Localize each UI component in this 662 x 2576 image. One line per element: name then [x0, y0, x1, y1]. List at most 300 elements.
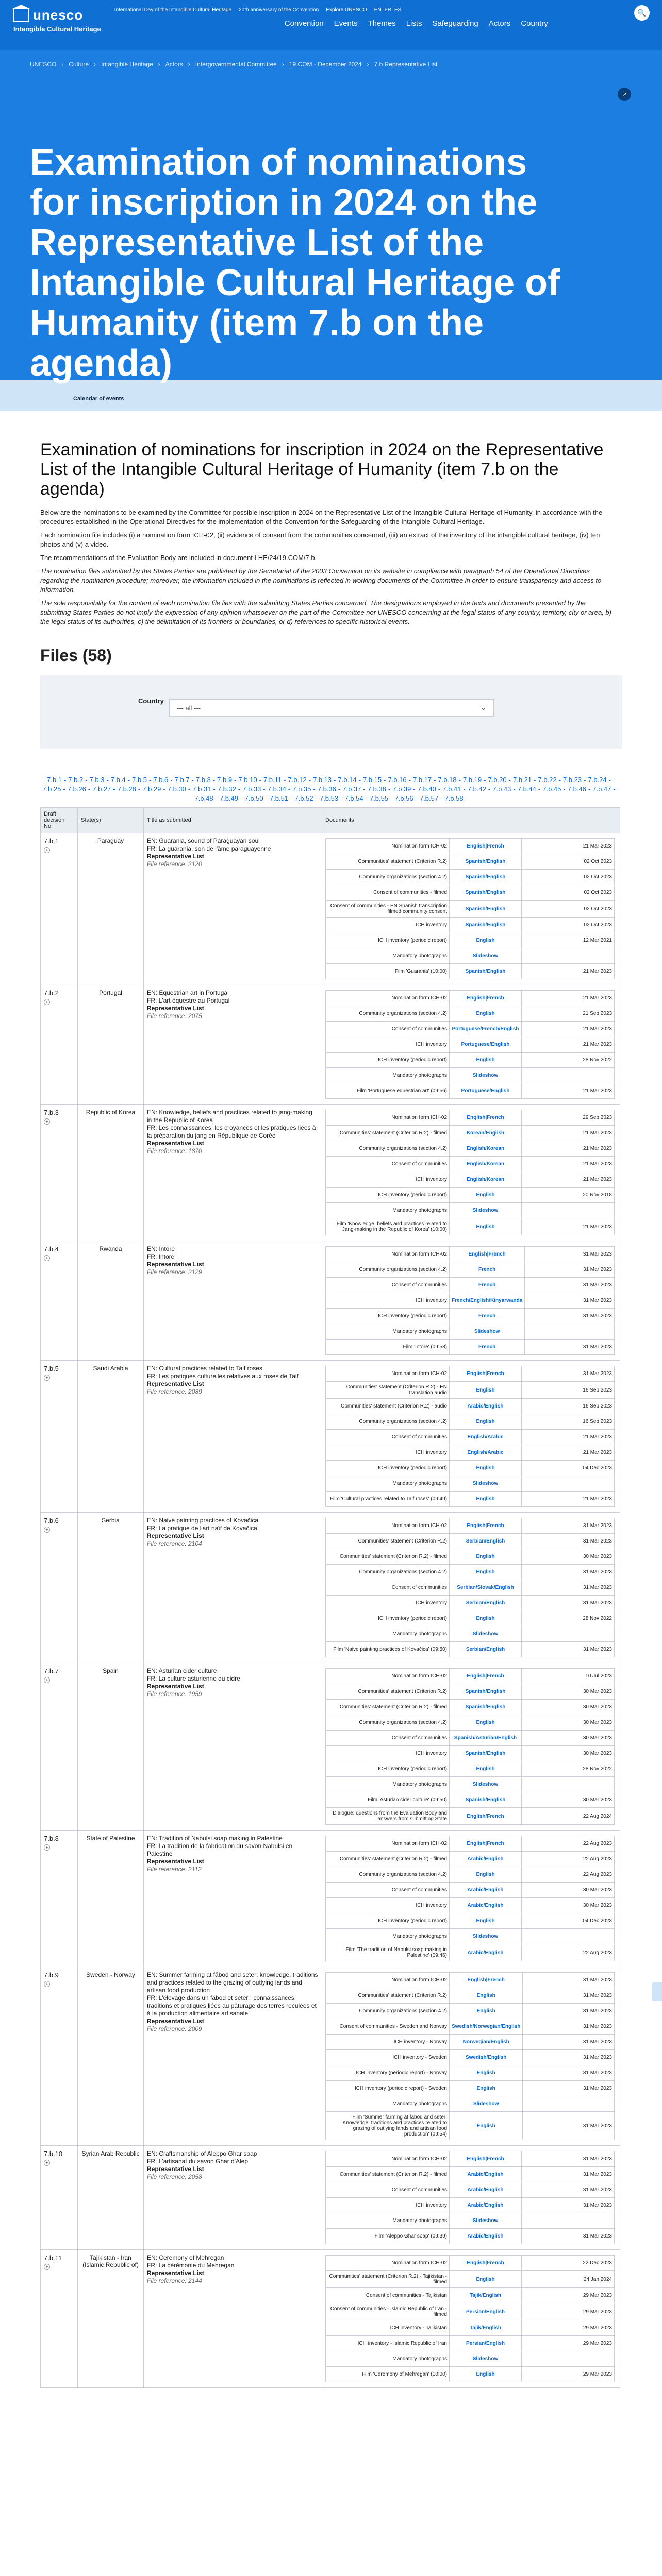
document-date: 31 Mar 2023: [523, 2065, 615, 2081]
decision-cell: [41, 2250, 78, 2388]
index-separator: -: [488, 785, 491, 793]
index-link[interactable]: 7.b.16: [388, 776, 407, 784]
document-language-link[interactable]: Spanish/English: [450, 1746, 522, 1761]
document-language-link[interactable]: English: [450, 1913, 522, 1929]
document-type: Mandatory photographs: [326, 1068, 450, 1083]
index-link[interactable]: 7.b.43: [492, 785, 511, 793]
index-separator: -: [170, 776, 173, 784]
index-link[interactable]: 7.b.46: [567, 785, 586, 793]
table-header-row: [41, 808, 620, 833]
document-row: [326, 1715, 615, 1731]
document-language-link[interactable]: English|French: [450, 839, 522, 854]
document-language-link[interactable]: Spanish/English: [450, 1792, 522, 1808]
index-link[interactable]: 7.b.31: [192, 785, 211, 793]
document-language-link[interactable]: Slideshow: [450, 2351, 522, 2367]
document-language-link[interactable]: English|French: [450, 1247, 525, 1262]
document-type: Nomination form ICH-02: [326, 1110, 450, 1126]
index-separator: -: [63, 776, 67, 784]
document-language-link[interactable]: English/Arabic: [450, 1445, 522, 1461]
document-date: 31 Mar 2023: [522, 1534, 615, 1549]
breadcrumb-item[interactable]: Actors: [165, 61, 183, 68]
index-link[interactable]: 7.b.7: [174, 776, 190, 784]
index-link[interactable]: 7.b.40: [417, 785, 436, 793]
document-type: Community organizations (section 4.2): [326, 1867, 450, 1883]
documents-table: [325, 990, 615, 1099]
file-reference: File reference: 2104: [147, 1540, 202, 1547]
top-link[interactable]: International Day of the Intangible Cultural Heritage: [114, 7, 232, 13]
index-link[interactable]: 7.b.52: [294, 794, 313, 802]
document-type: ICH inventory (periodic report): [326, 1461, 450, 1476]
index-link[interactable]: 7.b.36: [317, 785, 336, 793]
document-language-link[interactable]: English: [450, 2112, 523, 2140]
document-row: [326, 1053, 615, 1068]
state-cell: Paraguay: [78, 833, 144, 985]
nav-item[interactable]: Convention: [284, 19, 324, 28]
decision-number: 7.b.1: [44, 837, 59, 845]
index-link[interactable]: 7.b.26: [67, 785, 86, 793]
document-language-link[interactable]: Spanish/Asturian/English: [450, 1731, 522, 1746]
breadcrumb-item[interactable]: 19.COM - December 2024: [289, 61, 362, 68]
document-language-link[interactable]: Persian/English: [450, 2303, 522, 2320]
document-language-link[interactable]: Persian/English: [450, 2336, 522, 2351]
title-cell: [144, 833, 322, 985]
index-separator: -: [213, 785, 216, 793]
document-row: [326, 1777, 615, 1792]
index-link[interactable]: 7.b.57: [419, 794, 439, 802]
page-title: Examination of nominations for inscription in 2024 on the Representative List of the Intangible Cultural Heritage of Humanity (item 7.b on the agenda): [30, 142, 560, 384]
document-row: [326, 933, 615, 948]
expand-icon[interactable]: +: [44, 2264, 50, 2270]
index-link[interactable]: 7.b.41: [442, 785, 461, 793]
document-language-link[interactable]: Serbian/English: [450, 1642, 522, 1657]
document-language-link[interactable]: Portuguese/English: [450, 1083, 522, 1099]
document-type: Communities' statement (Criterion R.2) - filmed: [326, 2167, 450, 2182]
document-language-link[interactable]: Spanish/English: [450, 870, 522, 885]
document-language-link[interactable]: English|French: [450, 1366, 522, 1382]
document-row: [326, 1883, 615, 1898]
document-language-link[interactable]: Spanish/English: [450, 918, 522, 933]
file-reference: File reference: 2120: [147, 860, 202, 868]
expand-icon[interactable]: +: [44, 1527, 50, 1533]
index-separator: -: [484, 776, 486, 784]
document-language-link[interactable]: English: [450, 2004, 523, 2019]
index-link[interactable]: 7.b.17: [412, 776, 432, 784]
nav-item[interactable]: Themes: [368, 19, 396, 28]
document-language-link[interactable]: English: [450, 1492, 522, 1507]
document-language-link[interactable]: English: [450, 2367, 522, 2382]
document-type: Consent of communities - Tajikistan: [326, 2288, 450, 2303]
document-date: [522, 1777, 615, 1792]
document-row: [326, 1399, 615, 1414]
document-date: 21 Mar 2023: [522, 1083, 615, 1099]
document-language-link[interactable]: Slideshow: [450, 1203, 522, 1218]
list-name: Representative List: [147, 853, 204, 860]
search-icon[interactable]: 🔍: [634, 5, 650, 21]
index-link[interactable]: 7.b.15: [362, 776, 382, 784]
expand-icon[interactable]: +: [44, 1255, 50, 1261]
index-separator: -: [212, 776, 216, 784]
index-link[interactable]: 7.b.1: [47, 776, 62, 784]
document-language-link[interactable]: Slideshow: [450, 2096, 523, 2112]
document-date: [522, 1626, 615, 1642]
index-link[interactable]: 7.b.29: [142, 785, 161, 793]
index-link[interactable]: 7.b.55: [369, 794, 389, 802]
nav-item[interactable]: Country: [521, 19, 548, 28]
document-language-link[interactable]: Arabic/English: [450, 2229, 522, 2244]
document-type: Consent of communities - Sweden and Norway: [326, 2019, 450, 2035]
documents-cell: [322, 1831, 620, 1967]
document-language-link[interactable]: English: [450, 1053, 522, 1068]
index-link[interactable]: 7.b.6: [153, 776, 169, 784]
document-language-link[interactable]: Serbian/English: [450, 1596, 522, 1611]
document-date: 30 Mar 2023: [522, 1684, 615, 1700]
index-link[interactable]: 7.b.37: [342, 785, 361, 793]
index-link[interactable]: 7.b.50: [244, 794, 263, 802]
document-language-link[interactable]: English: [450, 1565, 522, 1580]
table-row: [41, 1663, 620, 1831]
document-language-link[interactable]: English: [450, 1461, 522, 1476]
document-date: 16 Sep 2023: [522, 1382, 615, 1399]
document-language-link[interactable]: Spanish/English: [450, 854, 522, 870]
document-language-link[interactable]: English/Korean: [450, 1157, 522, 1172]
document-language-link[interactable]: Arabic/English: [450, 1898, 522, 1913]
document-language-link[interactable]: English: [450, 1218, 522, 1235]
document-type: Community organizations (section 4.2): [326, 1262, 450, 1278]
index-link[interactable]: 7.b.33: [242, 785, 261, 793]
index-link[interactable]: 7.b.13: [312, 776, 332, 784]
expand-icon[interactable]: +: [44, 1118, 50, 1125]
document-row: [326, 1172, 615, 1188]
column-header: Documents: [322, 808, 620, 833]
document-language-link[interactable]: Spanish/English: [450, 1684, 522, 1700]
document-date: 04 Dec 2023: [522, 1913, 615, 1929]
nav-item[interactable]: Events: [334, 19, 358, 28]
document-language-link[interactable]: Portuguese/English: [450, 1037, 522, 1053]
document-row: [326, 901, 615, 918]
document-row: [326, 1596, 615, 1611]
index-separator: -: [284, 776, 286, 784]
index-link[interactable]: 7.b.24: [588, 776, 607, 784]
top-link[interactable]: Explore UNESCO: [326, 7, 367, 13]
title-cell: [144, 1361, 322, 1513]
expand-icon[interactable]: +: [44, 1981, 50, 1987]
document-date: 30 Mar 2023: [522, 1700, 615, 1715]
document-row: [326, 1549, 615, 1565]
document-language-link[interactable]: Norwegian/English: [450, 2035, 523, 2050]
document-language-link[interactable]: English: [450, 1715, 522, 1731]
document-language-link[interactable]: French: [450, 1278, 525, 1293]
document-language-link[interactable]: English: [450, 2081, 523, 2096]
expand-icon[interactable]: +: [44, 2160, 50, 2166]
document-language-link[interactable]: English|French: [450, 2256, 522, 2271]
index-link[interactable]: 7.b.19: [462, 776, 482, 784]
document-language-link[interactable]: English: [450, 1414, 522, 1430]
index-link[interactable]: 7.b.44: [517, 785, 536, 793]
index-link[interactable]: 7.b.22: [538, 776, 557, 784]
document-type: Nomination form ICH-02: [326, 991, 450, 1006]
document-language-link[interactable]: English: [450, 1867, 522, 1883]
document-language-link[interactable]: Spanish/English: [450, 885, 522, 901]
document-language-link[interactable]: Slideshow: [450, 1476, 522, 1492]
expand-icon[interactable]: +: [44, 1375, 50, 1381]
state-cell: Saudi Arabia: [78, 1361, 144, 1513]
index-separator: -: [363, 785, 366, 793]
decision-cell: [41, 1831, 78, 1967]
breadcrumb-item[interactable]: UNESCO: [30, 61, 57, 68]
document-language-link[interactable]: Arabic/English: [450, 1852, 522, 1867]
document-date: 02 Oct 2023: [522, 901, 615, 918]
title-en: EN: Tradition of Nabulsi soap making in Palestine: [147, 1835, 283, 1842]
document-language-link[interactable]: Arabic/English: [450, 2198, 522, 2213]
document-language-link[interactable]: English: [450, 1761, 522, 1777]
decision-number: 7.b.10: [44, 2150, 63, 2158]
state-cell: Rwanda: [78, 1241, 144, 1361]
document-language-link[interactable]: English|French: [450, 1669, 522, 1684]
document-language-link[interactable]: English/Korean: [450, 1172, 522, 1188]
document-type: Mandatory photographs: [326, 948, 450, 964]
document-language-link[interactable]: English: [450, 1611, 522, 1626]
index-link[interactable]: 7.b.38: [367, 785, 386, 793]
nav-item[interactable]: Lists: [406, 19, 422, 28]
document-row: [326, 2065, 615, 2081]
index-link[interactable]: 7.b.20: [488, 776, 507, 784]
document-language-link[interactable]: Arabic/English: [450, 1883, 522, 1898]
index-separator: -: [88, 785, 91, 793]
index-link[interactable]: 7.b.11: [263, 776, 282, 784]
document-language-link[interactable]: English: [450, 933, 522, 948]
document-language-link[interactable]: Slideshow: [450, 2213, 522, 2229]
title-en: EN: Equestrian art in Portugal: [147, 989, 229, 996]
index-separator: -: [508, 776, 511, 784]
index-link[interactable]: 7.b.51: [269, 794, 289, 802]
index-link[interactable]: 7.b.48: [194, 794, 213, 802]
document-language-link[interactable]: Swedish/English: [450, 2050, 523, 2065]
document-language-link[interactable]: French: [450, 1340, 525, 1355]
expand-icon[interactable]: +: [44, 1844, 50, 1851]
document-language-link[interactable]: Spanish/English: [450, 901, 522, 918]
index-separator: -: [358, 776, 361, 784]
document-language-link[interactable]: English: [450, 2271, 522, 2288]
expand-icon[interactable]: +: [44, 1677, 50, 1683]
section-heading: Examination of nominations for inscription in 2024 on the Representative List of the Intangible Cultural Heritage of Humanity (item 7.b on the agenda): [40, 440, 604, 499]
decision-number: 7.b.7: [44, 1667, 59, 1675]
document-language-link[interactable]: English: [450, 1549, 522, 1565]
index-link[interactable]: 7.b.32: [217, 785, 236, 793]
index-link[interactable]: 7.b.5: [132, 776, 147, 784]
document-language-link[interactable]: Arabic/English: [450, 2182, 522, 2198]
document-date: 31 Mar 2023: [523, 2081, 615, 2096]
document-type: Nomination form ICH-02: [326, 1836, 450, 1852]
language-option[interactable]: EN: [374, 7, 382, 13]
index-separator: -: [334, 776, 336, 784]
index-link[interactable]: 7.b.18: [438, 776, 457, 784]
index-link[interactable]: 7.b.35: [292, 785, 311, 793]
document-type: Community organizations (section 4.2): [326, 2004, 450, 2019]
document-language-link[interactable]: English: [450, 1988, 523, 2004]
documents-table: [325, 838, 615, 979]
title-en: EN: Guarania, sound of Paraguayan soul: [147, 837, 260, 844]
document-language-link[interactable]: Slideshow: [450, 1626, 522, 1642]
index-link[interactable]: 7.b.21: [512, 776, 532, 784]
document-language-link[interactable]: Slideshow: [450, 1324, 525, 1340]
document-type: Nomination form ICH-02: [326, 1366, 450, 1382]
document-language-link[interactable]: English/French: [450, 1808, 522, 1825]
title-fr: FR: La pratique de l'art naïf de Kovačica: [147, 1524, 257, 1532]
document-type: Consent of communities: [326, 1278, 450, 1293]
document-row: [326, 2229, 615, 2244]
document-language-link[interactable]: English/Korean: [450, 1141, 522, 1157]
state-cell: State of Palestine: [78, 1831, 144, 1967]
document-type: ICH inventory (periodic report): [326, 1611, 450, 1626]
document-row: [326, 2336, 615, 2351]
index-separator: -: [584, 776, 586, 784]
breadcrumb-item[interactable]: Intergovernmental Committee: [195, 61, 277, 68]
document-language-link[interactable]: Spanish/English: [450, 964, 522, 979]
index-link[interactable]: 7.b.2: [68, 776, 84, 784]
document-language-link[interactable]: Korean/English: [450, 1126, 522, 1141]
language-option[interactable]: ES: [394, 7, 402, 13]
index-separator: -: [63, 785, 65, 793]
document-language-link[interactable]: Serbian/English: [450, 1534, 522, 1549]
document-date: 31 Mar 2023: [522, 2182, 615, 2198]
document-language-link[interactable]: English: [450, 1006, 522, 1022]
document-row: [326, 1157, 615, 1172]
document-language-link[interactable]: Tajik/English: [450, 2320, 522, 2336]
documents-table: [325, 1836, 615, 1961]
index-link[interactable]: 7.b.45: [542, 785, 561, 793]
document-language-link[interactable]: Swedish/Norwegian/English: [450, 2019, 523, 2035]
document-language-link[interactable]: Arabic/English: [450, 2167, 522, 2182]
document-row: [326, 1340, 615, 1355]
top-link[interactable]: 20th anniversary of the Convention: [239, 7, 319, 13]
document-language-link[interactable]: Arabic/English: [450, 1944, 522, 1961]
document-language-link[interactable]: English: [450, 2065, 523, 2081]
document-language-link[interactable]: Slideshow: [450, 1777, 522, 1792]
document-language-link[interactable]: French: [450, 1262, 525, 1278]
document-type: Nomination form ICH-02: [326, 1247, 450, 1262]
document-language-link[interactable]: French: [450, 1309, 525, 1324]
document-language-link[interactable]: English/Arabic: [450, 1430, 522, 1445]
document-language-link[interactable]: English|French: [450, 2151, 522, 2167]
document-language-link[interactable]: Spanish/English: [450, 1700, 522, 1715]
table-row: [41, 2146, 620, 2250]
index-separator: -: [340, 794, 343, 802]
country-select[interactable]: --- all --- ⌄: [169, 699, 494, 717]
document-date: [522, 948, 615, 964]
document-language-link[interactable]: English|French: [450, 1110, 522, 1126]
index-link[interactable]: 7.b.39: [392, 785, 411, 793]
index-link[interactable]: 7.b.23: [562, 776, 582, 784]
index-link[interactable]: 7.b.9: [217, 776, 233, 784]
document-language-link[interactable]: Tajik/English: [450, 2288, 522, 2303]
document-row: [326, 1006, 615, 1022]
index-link[interactable]: 7.b.3: [89, 776, 105, 784]
state-cell: Spain: [78, 1663, 144, 1831]
file-index-links: [40, 775, 618, 803]
index-link[interactable]: 7.b.27: [92, 785, 111, 793]
index-link[interactable]: 7.b.58: [444, 794, 464, 802]
index-link[interactable]: 7.b.4: [110, 776, 126, 784]
index-link[interactable]: 7.b.49: [219, 794, 239, 802]
index-link[interactable]: 7.b.12: [288, 776, 307, 784]
document-language-link[interactable]: English|French: [450, 1973, 523, 1988]
index-link[interactable]: 7.b.34: [267, 785, 286, 793]
index-link[interactable]: 7.b.30: [167, 785, 186, 793]
document-language-link[interactable]: Portuguese/French/English: [450, 1022, 522, 1037]
document-row: [326, 1293, 615, 1309]
document-language-link[interactable]: Slideshow: [450, 1068, 522, 1083]
index-separator: -: [413, 785, 416, 793]
document-type: Consent of communities: [326, 1580, 450, 1596]
index-separator: -: [149, 776, 152, 784]
file-reference: File reference: 2089: [147, 1388, 202, 1395]
document-row: [326, 2288, 615, 2303]
nav-item[interactable]: Actors: [488, 19, 511, 28]
document-date: 31 Mar 2023: [525, 1278, 615, 1293]
document-type: ICH inventory: [326, 1293, 450, 1309]
document-date: 24 Jan 2024: [522, 2271, 615, 2288]
document-language-link[interactable]: English: [450, 1188, 522, 1203]
unesco-logo[interactable]: unesco Intangible Cultural Heritage: [13, 7, 101, 33]
breadcrumb-item[interactable]: Intangible Heritage: [101, 61, 153, 68]
documents-table: [325, 1110, 615, 1235]
index-link[interactable]: 7.b.53: [319, 794, 339, 802]
index-link[interactable]: 7.b.10: [238, 776, 257, 784]
document-type: Nomination form ICH-02: [326, 1973, 450, 1988]
document-language-link[interactable]: French/English/Kinyarwanda: [450, 1293, 525, 1309]
scroll-tab[interactable]: [652, 1982, 662, 2001]
index-link[interactable]: 7.b.54: [344, 794, 363, 802]
document-row: [326, 948, 615, 964]
document-date: 21 Mar 2023: [522, 1022, 615, 1037]
document-language-link[interactable]: English|French: [450, 1518, 522, 1534]
index-link[interactable]: 7.b.28: [117, 785, 136, 793]
breadcrumb-item[interactable]: 7.b Representative List: [374, 61, 438, 68]
calendar-link[interactable]: Calendar of events: [0, 380, 662, 411]
breadcrumb-item[interactable]: Culture: [69, 61, 89, 68]
document-date: 31 Mar 2023: [523, 2004, 615, 2019]
index-link[interactable]: 7.b.8: [195, 776, 211, 784]
index-link[interactable]: 7.b.56: [394, 794, 413, 802]
document-date: 02 Oct 2023: [522, 870, 615, 885]
document-language-link[interactable]: English: [450, 1382, 522, 1399]
documents-cell: [322, 2146, 620, 2250]
document-language-link[interactable]: English|French: [450, 991, 522, 1006]
documents-cell: [322, 1241, 620, 1361]
expand-icon[interactable]: +: [44, 999, 50, 1005]
file-reference: File reference: 2075: [147, 1012, 202, 1020]
document-language-link[interactable]: Arabic/English: [450, 1399, 522, 1414]
state-cell: Tajikistan - Iran (Islamic Republic of): [78, 2250, 144, 2388]
index-link[interactable]: 7.b.14: [338, 776, 357, 784]
document-language-link[interactable]: English|French: [450, 1836, 522, 1852]
document-language-link[interactable]: Slideshow: [450, 1929, 522, 1944]
document-date: 31 Mar 2023: [525, 1309, 615, 1324]
nav-item[interactable]: Safeguarding: [432, 19, 478, 28]
share-icon[interactable]: ↗: [618, 88, 631, 101]
expand-icon[interactable]: +: [44, 847, 50, 853]
document-date: 31 Mar 2023: [522, 1642, 615, 1657]
document-language-link[interactable]: Slideshow: [450, 948, 522, 964]
document-row: [326, 1611, 615, 1626]
document-type: ICH inventory (periodic report): [326, 1053, 450, 1068]
index-link[interactable]: 7.b.47: [592, 785, 611, 793]
language-option[interactable]: FR: [384, 7, 391, 13]
index-link[interactable]: 7.b.25: [42, 785, 61, 793]
document-row: [326, 1973, 615, 1988]
document-language-link[interactable]: Serbian/Slovak/English: [450, 1580, 522, 1596]
index-link[interactable]: 7.b.42: [467, 785, 486, 793]
